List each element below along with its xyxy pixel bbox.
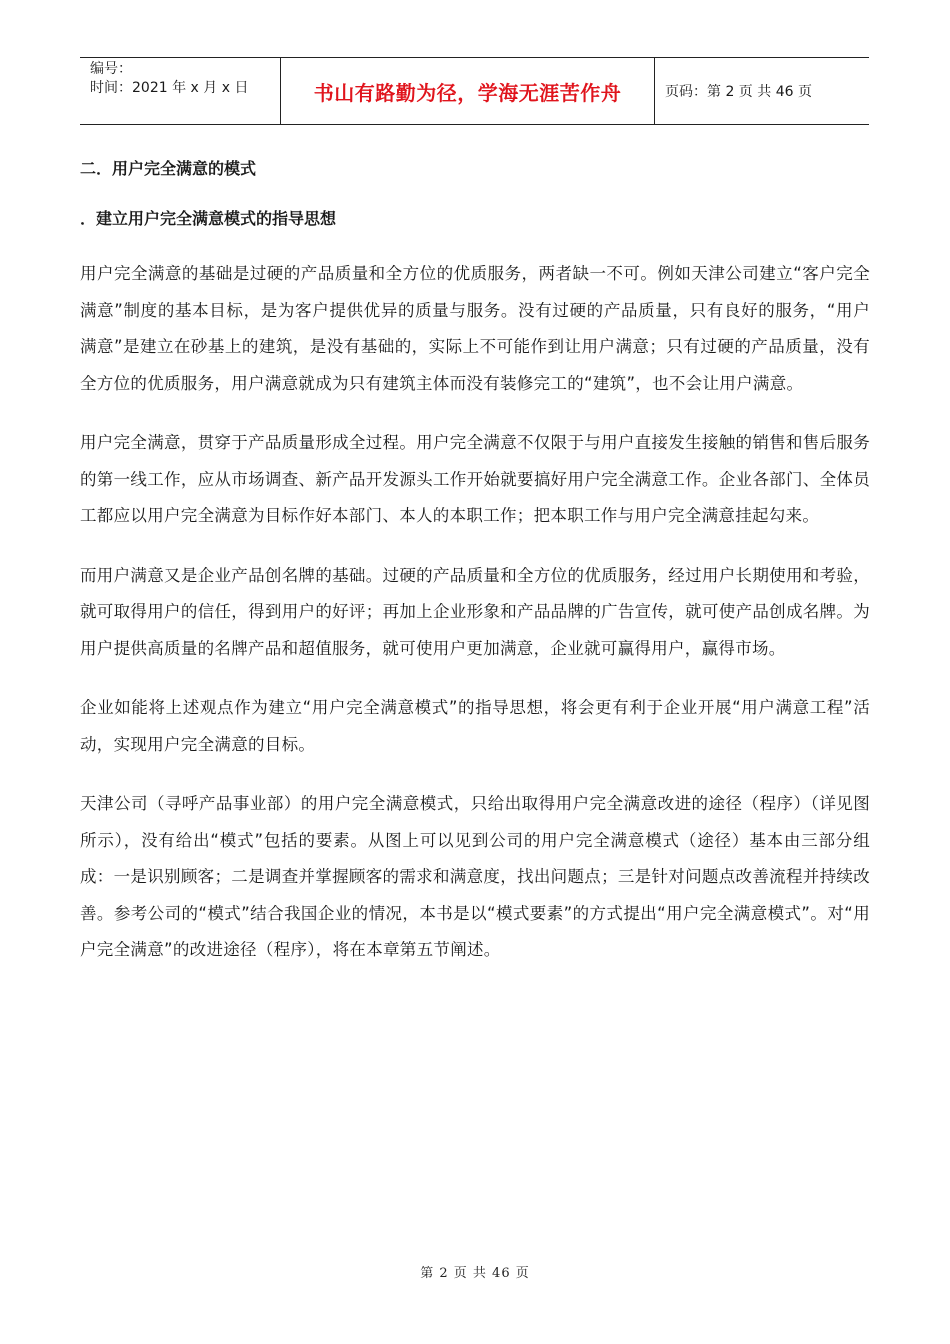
body-paragraph: 而用户满意又是企业产品创名牌的基础。过硬的产品质量和全方位的优质服务，经过用户长期使用和考验，就可取得用户的信任，得到用户的好评；再加上企业形象和产品品牌的广告宣传，就可使产品创成名牌。为用户提供高质量的名牌产品和超值服务，就可使用户更加满意，企业就可赢得用户，赢得市场。	[80, 565, 870, 658]
section-heading: 二．用户完全满意的模式	[80, 159, 257, 178]
header-motto: 书山有路勤为径，学海无涯苦作舟	[281, 58, 655, 124]
body-paragraph: 天津公司（寻呼产品事业部）的用户完全满意模式，只给出取得用户完全满意改进的途径（程序）（详见图所示），没有给出“模式”包括的要素。从图上可以见到公司的用户完全满意模式（途径）基本由三部分组成：一是识别顾客；二是调查并掌握顾客的需求和满意度，找出问题点；三是针对问题点改善流程并持续改善。参考公司的“模式”结合我国企业的情况，本书是以“模式要素”的方式提出“用户完全满意模式”。对“用户完全满意”的改进途径（程序），将在本章第五节阐述。	[80, 794, 870, 959]
body-paragraph: 企业如能将上述观点作为建立“用户完全满意模式”的指导思想，将会更有利于企业开展“用户满意工程”活动，实现用户完全满意的目标。	[80, 698, 870, 754]
body-paragraph: 用户完全满意的基础是过硬的产品质量和全方位的优质服务，两者缺一不可。例如天津公司建立“客户完全满意”制度的基本目标，是为客户提供优异的质量与服务。没有过硬的产品质量，只有良好的服务，“用户满意”是建立在砂基上的建筑，是没有基础的，实际上不可能作到让用户满意；只有过硬的产品质量，没有全方位的优质服务，用户满意就成为只有建筑主体而没有装修完工的“建筑”，也不会让用户满意。	[80, 264, 870, 393]
page-header	[80, 57, 869, 125]
page-footer: 第 2 页 共 46 页	[420, 1266, 530, 1281]
body-paragraph: 用户完全满意，贯穿于产品质量形成全过程。用户完全满意不仅限于与用户直接发生接触的销售和售后服务的第一线工作，应从市场调查、新产品开发源头工作开始就要搞好用户完全满意工作。企业各部门、全体员工都应以用户完全满意为目标作好本部门、本人的本职工作；把本职工作与用户完全满意挂起勾来。	[80, 433, 870, 525]
header-meta-cell	[80, 58, 281, 124]
subsection-heading: ．建立用户完全满意模式的指导思想	[80, 209, 337, 228]
document-number-label: 编号：	[90, 61, 132, 77]
document-time-label: 时间：2021 年 x 月 x 日	[90, 80, 249, 96]
header-page-info: 页码：第 2 页 共 46 页	[665, 84, 812, 100]
document-body	[80, 150, 870, 969]
